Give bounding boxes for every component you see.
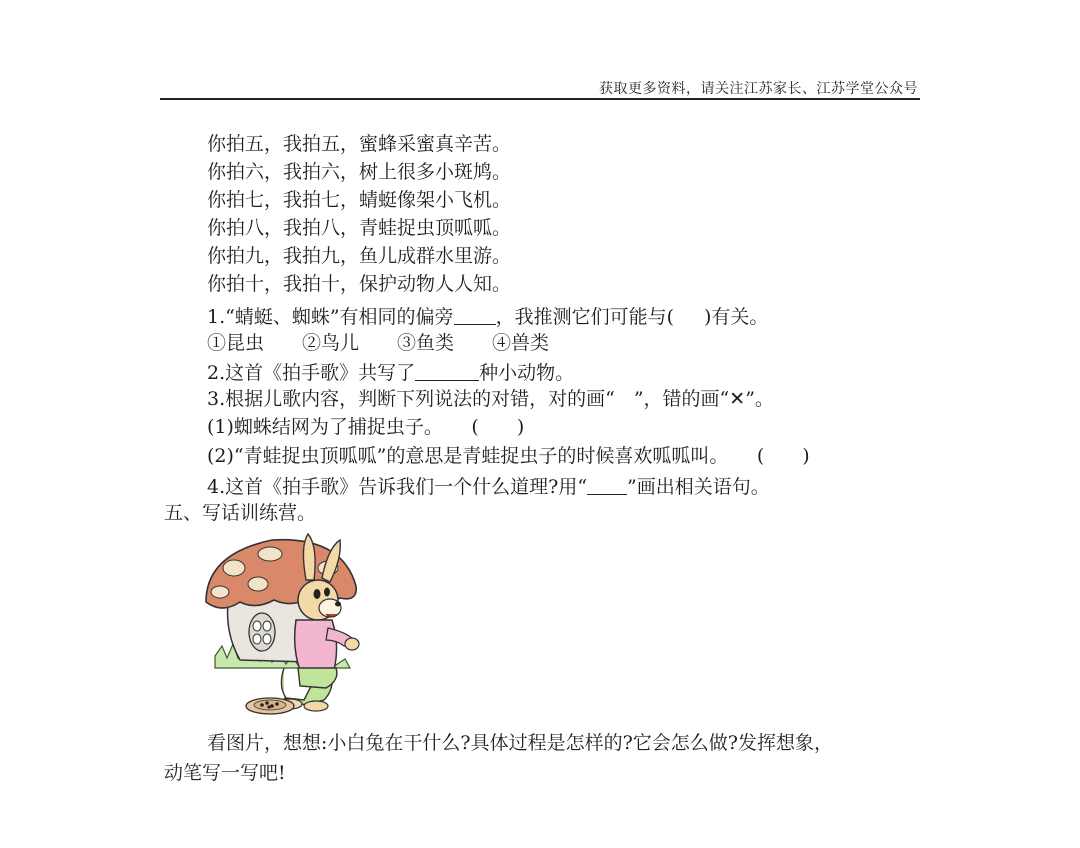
question-4-text-a: 4.这首《拍手歌》告诉我们一个什么道理?用“ xyxy=(207,476,588,498)
answer-blank-radical[interactable] xyxy=(454,306,496,325)
section-5-title: 五、写话训练营。 xyxy=(164,502,317,524)
poem-line: 你拍八，我拍八，青蛙捉虫顶呱呱。 xyxy=(207,217,512,239)
poem-line: 你拍九，我拍九，鱼儿成群水里游。 xyxy=(207,245,512,267)
question-4-text-b: ”画出相关语句。 xyxy=(627,476,770,498)
poem-line: 你拍七，我拍七，蜻蜓像架小飞机。 xyxy=(207,189,512,211)
question-1 xyxy=(207,306,768,327)
answer-blank-count[interactable] xyxy=(415,362,479,381)
question-2-text-a: 2.这首《拍手歌》共写了 xyxy=(207,362,416,384)
question-1-options: ①昆虫 ②鸟儿 ③鱼类 ④兽类 xyxy=(207,332,550,354)
rabbit-mushroom-illustration xyxy=(200,528,380,718)
poem-line: 你拍十，我拍十，保护动物人人知。 xyxy=(207,273,512,295)
question-1-text-b: ，我推测它们可能与( xyxy=(495,306,674,328)
header-source-text: 获取更多资料，请关注江苏家长、江苏学堂公众号 xyxy=(599,81,918,97)
question-1-text-a: 1.“蜻蜓、蜘蛛”有相同的偏旁 xyxy=(207,306,454,328)
question-3-item-1: (1)蜘蛛结网为了捕捉虫子。 ( ) xyxy=(207,416,525,438)
question-1-text-c: )有关。 xyxy=(703,306,769,328)
question-4 xyxy=(207,476,770,497)
question-2 xyxy=(207,362,574,383)
question-3-stem: 3.根据儿歌内容，判断下列说法的对错，对的画“ ”，错的画“✕”。 xyxy=(207,388,774,410)
underline-sample xyxy=(587,476,627,495)
question-3-item-2: (2)“青蛙捉虫顶呱呱”的意思是青蛙捉虫子的时候喜欢呱呱叫。 ( ) xyxy=(207,445,810,467)
question-2-text-b: 种小动物。 xyxy=(479,362,575,384)
writing-prompt-line-1: 看图片，想想:小白兔在干什么?具体过程是怎样的?它会怎么做?发挥想象， xyxy=(207,732,833,754)
header-divider xyxy=(160,98,920,100)
poem-line: 你拍五，我拍五，蜜蜂采蜜真辛苦。 xyxy=(207,133,512,155)
poem-line: 你拍六，我拍六，树上很多小斑鸠。 xyxy=(207,161,512,183)
writing-prompt-line-2: 动笔写一写吧! xyxy=(164,762,286,784)
